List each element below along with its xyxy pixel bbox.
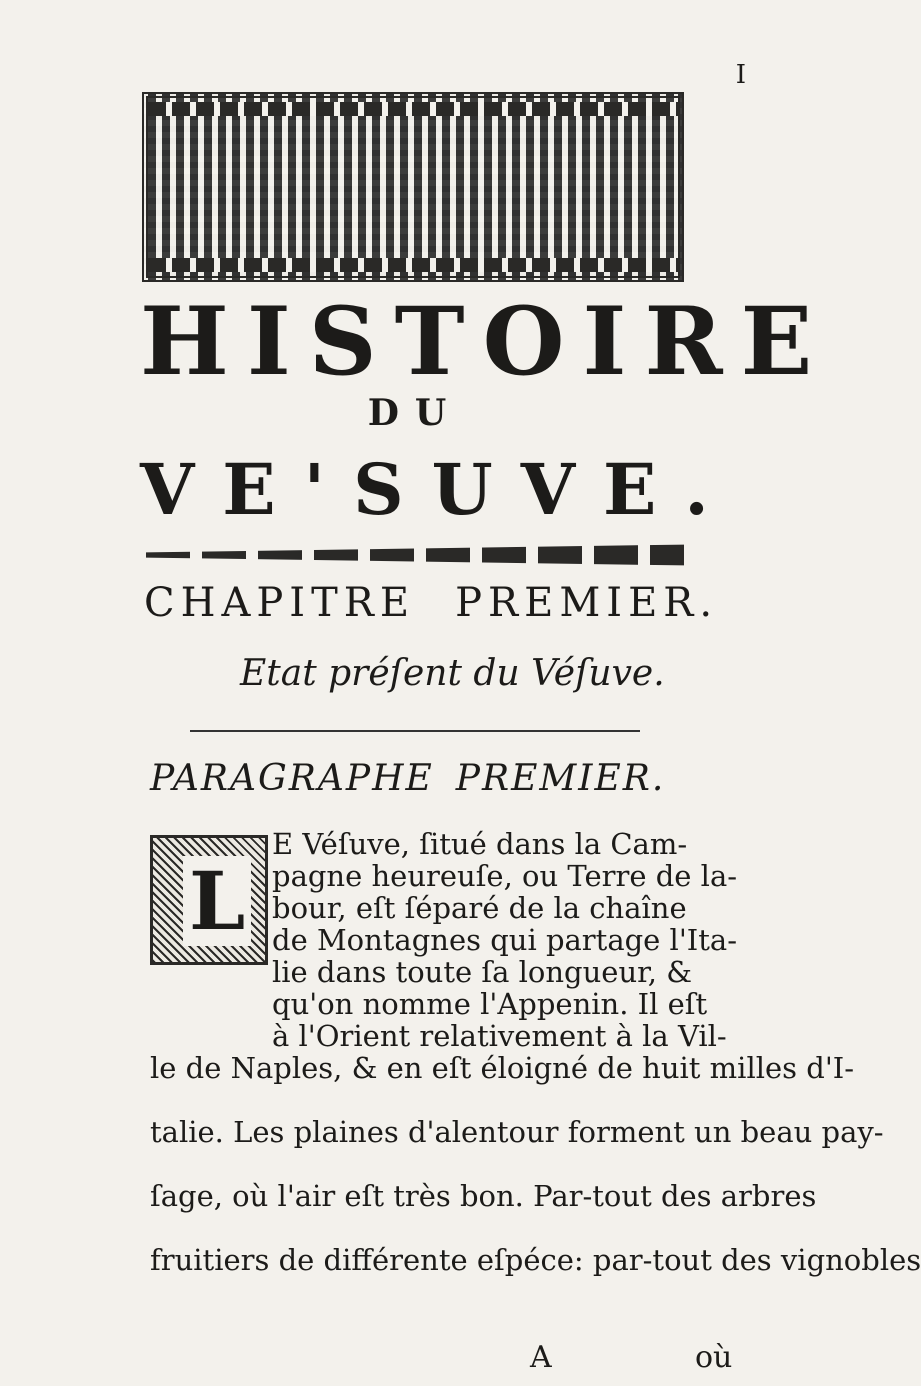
text-line: talie. Les plaines d'alentour forment un beau pay-: [150, 1115, 884, 1149]
text-line: lie dans toute ſa longueur, &: [272, 955, 693, 989]
text-line: E Véſuve, ſitué dans la Cam-: [272, 827, 688, 861]
headpiece-ornament: [142, 92, 684, 282]
text-line: qu'on nomme l'Appenin. Il eſt: [272, 987, 708, 1021]
ornamental-rule: [146, 542, 684, 568]
title-du: DU: [367, 392, 463, 434]
text-line: de Montagnes qui partage l'Ita-: [272, 923, 738, 957]
page-number: I: [735, 60, 746, 90]
initial-letter: L: [183, 856, 251, 946]
chapter-subtitle: Etat préſent du Véſuve.: [240, 653, 665, 694]
chapter-heading: [144, 580, 719, 626]
paragraph-heading: [150, 758, 665, 799]
text-line: le de Naples, & en eſt éloigné de huit milles d'I-: [150, 1051, 855, 1085]
catchword: où: [695, 1340, 733, 1375]
text-line: fruitiers de différente eſpéce: par-tout des vignobles: [150, 1243, 921, 1277]
text-line: pagne heureuſe, ou Terre de la-: [272, 859, 738, 893]
divider-rule: [190, 730, 640, 732]
text-line: ſage, où l'air eſt très bon. Par-tout des arbres: [150, 1179, 817, 1213]
chapter-word: CHAPITRE: [144, 580, 416, 626]
paragraph-word: PARAGRAPHE: [150, 758, 434, 799]
title-vesuve: VE'SUVE.: [140, 448, 737, 531]
text-line: à l'Orient relativement à la Vil-: [272, 1019, 727, 1053]
paragraph-number-word: PREMIER.: [455, 758, 666, 799]
signature-mark: A: [530, 1340, 552, 1375]
chapter-number-word: PREMIER.: [455, 580, 719, 626]
title-histoire: HISTOIRE: [140, 287, 831, 397]
decorated-initial: [150, 835, 268, 965]
body-text-indented: [272, 827, 738, 1053]
text-line: bour, eſt ſéparé de la chaîne: [272, 891, 687, 925]
